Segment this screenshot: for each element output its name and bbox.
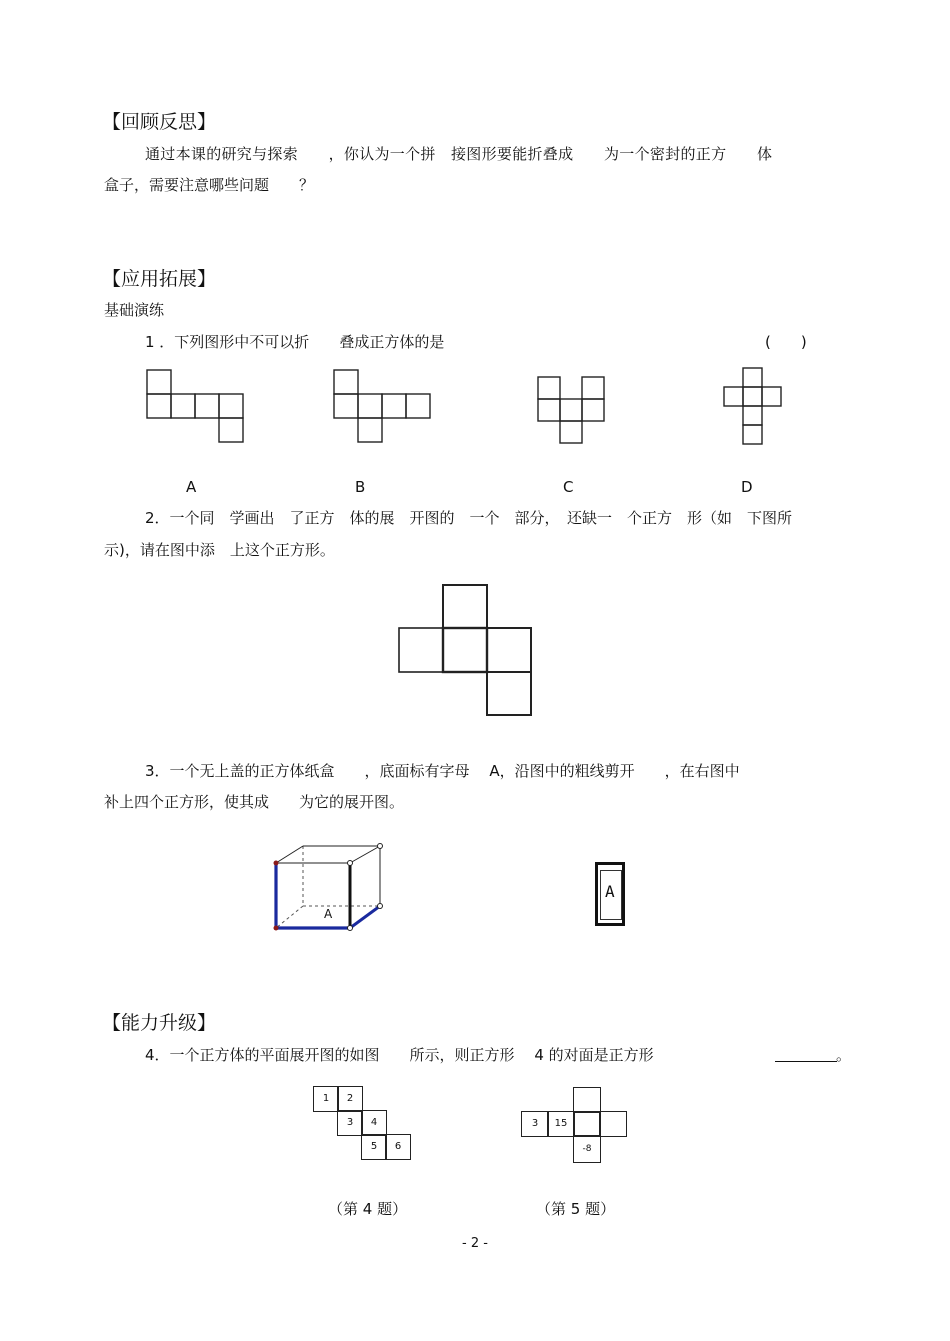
bottom-square-letter: A — [605, 882, 615, 901]
question-2-line2: 示)，请在图中添 上这个正方形。 — [104, 541, 335, 559]
fig5-cell-top — [573, 1087, 601, 1113]
option-label-b: B — [355, 478, 366, 496]
upgrade-heading: 【能力升级】 — [102, 1012, 217, 1034]
question-1-answer-paren: ( ) — [765, 333, 807, 351]
cube-bottom-letter: A — [324, 907, 333, 921]
review-text-line2: 盒子，需要注意哪些问题 ？ — [104, 176, 315, 194]
fig4-cell-5: 5 — [361, 1134, 387, 1160]
fig5-cell-right — [599, 1111, 627, 1137]
fig5-cell-3: 3 — [521, 1111, 549, 1137]
option-label-a: A — [186, 478, 197, 496]
figure-4-net — [313, 1086, 413, 1160]
apply-heading: 【应用拓展】 — [102, 268, 217, 290]
net-figure-a — [146, 369, 246, 445]
net-figure-c — [537, 376, 609, 444]
fig5-cell-center — [573, 1111, 601, 1137]
partial-net-figure — [397, 583, 535, 719]
review-heading: 【回顾反思】 — [102, 111, 217, 133]
fig4-cell-1: 1 — [313, 1086, 339, 1112]
figure-4-caption: （第 4 题） — [328, 1200, 408, 1218]
question-2-line1: 2．一个同 学画出 了正方 体的展 开图的 一个 部分， 还缺一 个正方 形（如 下图所 — [145, 509, 793, 527]
question-1-text: 1 ．下列图形中不可以折 叠成正方体的是 — [145, 333, 445, 351]
option-label-c: C — [563, 478, 574, 496]
question-4-end-punct: 。 — [836, 1046, 852, 1064]
page-number: - 2 - — [462, 1236, 488, 1251]
fig4-cell-2: 2 — [337, 1086, 363, 1112]
net-figure-d — [723, 367, 785, 445]
open-box-cube-figure — [270, 838, 390, 938]
figure-5-net — [521, 1087, 631, 1165]
fig4-cell-6: 6 — [385, 1134, 411, 1160]
net-figure-b — [333, 369, 435, 445]
question-4-text: 4．一个正方体的平面展开图的如图 所示，则正方形 4 的对面是正方形 — [145, 1046, 654, 1064]
question-3-line2: 补上四个正方形，使其成 为它的展开图。 — [104, 793, 405, 811]
fig5-cell-15: 15 — [547, 1111, 575, 1137]
figure-5-caption: （第 5 题） — [536, 1200, 616, 1218]
fig5-cell-neg8: -8 — [573, 1135, 601, 1163]
question-3-line1: 3．一个无上盖的正方体纸盒 ，底面标有字母 A，沿图中的粗线剪开 ，在右图中 — [145, 762, 740, 780]
apply-subheading: 基础演练 — [104, 301, 165, 319]
option-label-d: D — [741, 478, 753, 496]
fig4-cell-4: 4 — [361, 1110, 387, 1136]
bottom-square-with-letter — [595, 862, 625, 926]
fig4-cell-3: 3 — [337, 1110, 363, 1136]
review-text-line1: 通过本课的研究与探索 ，你认为一个拼 接图形要能折叠成 为一个密封的正方 体 — [145, 145, 773, 163]
question-4-answer-blank[interactable] — [775, 1061, 837, 1062]
